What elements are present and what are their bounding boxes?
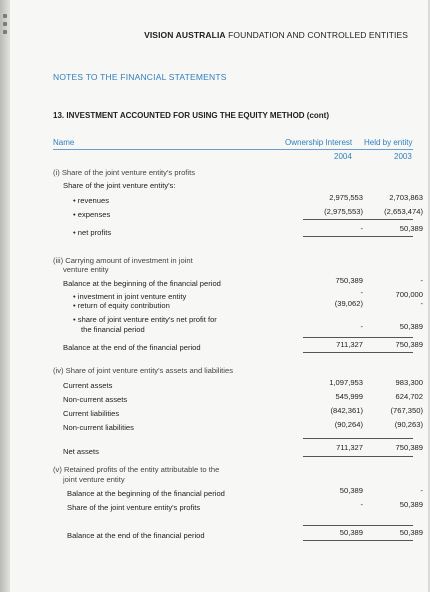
header-rule: [53, 149, 413, 150]
header-org-bold: VISION AUSTRALIA: [144, 30, 226, 40]
rp-share-2004: -: [360, 500, 363, 509]
return-equity-2004: (39,062): [334, 299, 363, 308]
invest-jv-label: • investment in joint venture entity: [73, 292, 187, 301]
binding-hole: [3, 14, 7, 18]
section-iii-title-line1: (iii) Carrying amount of investment in joint: [53, 256, 193, 265]
balance-begin-label: Balance at the beginning of the financial period: [63, 279, 221, 288]
total-rule: [303, 456, 413, 457]
current-assets-2004: 1,097,953: [329, 378, 363, 387]
net-profits-2003: 50,389: [399, 224, 423, 233]
share-profit-label-line2: the financial period: [81, 325, 145, 334]
rp-end-2003: 50,389: [399, 528, 423, 537]
rp-share-2003: 50,389: [399, 500, 423, 509]
share-profit-2003: 50,389: [399, 322, 423, 331]
revenues-label: • revenues: [73, 196, 110, 205]
noncurrent-assets-2003: 624,702: [395, 392, 423, 401]
net-assets-2004: 711,327: [336, 443, 363, 452]
share-profit-label-line1: • share of joint venture entity's net profit for: [73, 315, 217, 324]
column-header-name: Name: [53, 138, 75, 147]
return-equity-2003: -: [420, 299, 423, 308]
column-header-ownership: Ownership Interest: [285, 138, 353, 147]
column-header-2003: 2003: [394, 152, 412, 161]
total-rule: [303, 236, 413, 237]
rp-end-2004: 50,389: [339, 528, 363, 537]
subtotal-rule: [303, 219, 413, 220]
revenues-2003: 2,703,863: [389, 193, 423, 202]
section-i-title: (i) Share of the joint venture entity's profits: [53, 168, 196, 177]
invest-jv-2004: -: [360, 288, 363, 297]
noncurrent-liabilities-2003: (90,263): [394, 420, 423, 429]
net-profits-label: • net profits: [73, 228, 112, 237]
net-assets-label: Net assets: [63, 447, 99, 456]
subtotal-rule: [303, 337, 413, 338]
binding-spine: [0, 0, 10, 592]
column-header-held: Held by entity: [364, 138, 413, 147]
expenses-2004: (2,975,553): [324, 207, 363, 216]
section-i-subtitle: Share of the joint venture entity's:: [63, 181, 176, 190]
noncurrent-assets-label: Non-current assets: [63, 395, 128, 404]
noncurrent-liabilities-2004: (90,264): [334, 420, 363, 429]
balance-end-2003: 750,389: [395, 340, 423, 349]
balance-begin-2003: -: [420, 276, 423, 285]
section-v-title-line1: (v) Retained profits of the entity attributable to the: [53, 465, 220, 474]
net-assets-2003: 750,389: [395, 443, 423, 452]
noncurrent-liabilities-label: Non-current liabilities: [63, 423, 134, 432]
current-assets-label: Current assets: [63, 381, 113, 390]
net-profits-2004: -: [360, 224, 363, 233]
binding-hole: [3, 22, 7, 26]
rp-end-label: Balance at the end of the financial period: [67, 531, 205, 540]
header-org-rest: FOUNDATION AND CONTROLLED ENTITIES: [225, 30, 408, 40]
rp-share-label: Share of the joint venture entity's profits: [67, 503, 201, 512]
current-assets-2003: 983,300: [395, 378, 423, 387]
binding-hole: [3, 30, 7, 34]
expenses-2003: (2,653,474): [384, 207, 423, 216]
noncurrent-assets-2004: 545,999: [335, 392, 363, 401]
subtotal-rule: [303, 525, 413, 526]
share-profit-2004: -: [360, 322, 363, 331]
return-equity-label: • return of equity contribution: [73, 301, 170, 310]
balance-begin-2004: 750,389: [335, 276, 363, 285]
column-header-2004: 2004: [334, 152, 352, 161]
section-v-title-line2: joint venture entity: [63, 475, 125, 484]
current-liabilities-2004: (842,361): [330, 406, 363, 415]
rp-begin-2004: 50,389: [339, 486, 363, 495]
balance-end-2004: 711,327: [336, 340, 363, 349]
page-header: [144, 30, 408, 40]
section-iii-title-line2: venture entity: [63, 265, 109, 274]
notes-title: NOTES TO THE FINANCIAL STATEMENTS: [53, 72, 227, 82]
subtotal-rule: [303, 438, 413, 439]
document-page: [10, 0, 428, 592]
total-rule: [303, 540, 413, 541]
balance-end-label: Balance at the end of the financial period: [63, 343, 201, 352]
section-iv-title: (iv) Share of joint venture entity's assets and liabilities: [53, 366, 233, 375]
current-liabilities-2003: (767,350): [390, 406, 423, 415]
rp-begin-label: Balance at the beginning of the financial period: [67, 489, 225, 498]
section-title: 13. INVESTMENT ACCOUNTED FOR USING THE EQUITY METHOD (cont): [53, 111, 330, 120]
expenses-label: • expenses: [73, 210, 111, 219]
total-rule: [303, 352, 413, 353]
rp-begin-2003: -: [420, 486, 423, 495]
invest-jv-2003: 700,000: [395, 290, 423, 299]
revenues-2004: 2,975,553: [329, 193, 363, 202]
current-liabilities-label: Current liabilities: [63, 409, 120, 418]
